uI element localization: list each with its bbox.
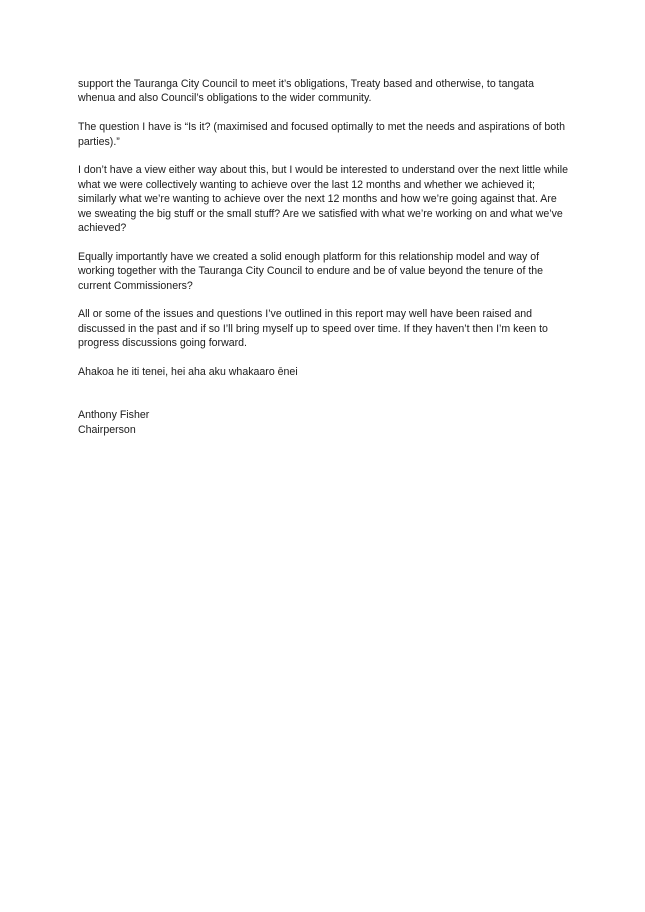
paragraph-question: The question I have is “Is it? (maximised and focused optimally to met the needs and aspirations of both parties).”	[78, 121, 565, 148]
closing-line: Ahakoa he iti tenei, hei aha aku whakaaro ēnei	[78, 366, 298, 379]
paragraph-view: I don’t have a view either way about this, but I would be interested to understand over the next little while what we were collectively wanting to achieve over the last 12 months and whether we achieved it; similarly what we’re wanting to achieve over the next 12 months and how we’re going against that. Are we sweating the big stuff or the small stuff? Are we satisfied with what we’re working on and what we’ve achieved?	[78, 164, 568, 235]
signature-title: Chairperson	[78, 423, 136, 436]
signature-name: Anthony Fisher	[78, 409, 150, 422]
document-page	[78, 77, 570, 437]
paragraph-issues: All or some of the issues and questions I’ve outlined in this report may well have been raised and discussed in the past and if so I’ll bring myself up to speed over time. If they haven’t then I’m keen to progress discussions going forward.	[78, 308, 548, 350]
paragraph-platform: Equally importantly have we created a solid enough platform for this relationship model and way of working together with the Tauranga City Council to endure and be of value beyond the tenure of the current Commissioners?	[78, 250, 544, 292]
signature-block	[78, 408, 570, 437]
paragraph-obligations: support the Tauranga City Council to meet it’s obligations, Treaty based and otherwise, to tangata whenua and also Council’s obligations to the wider community.	[78, 78, 535, 105]
